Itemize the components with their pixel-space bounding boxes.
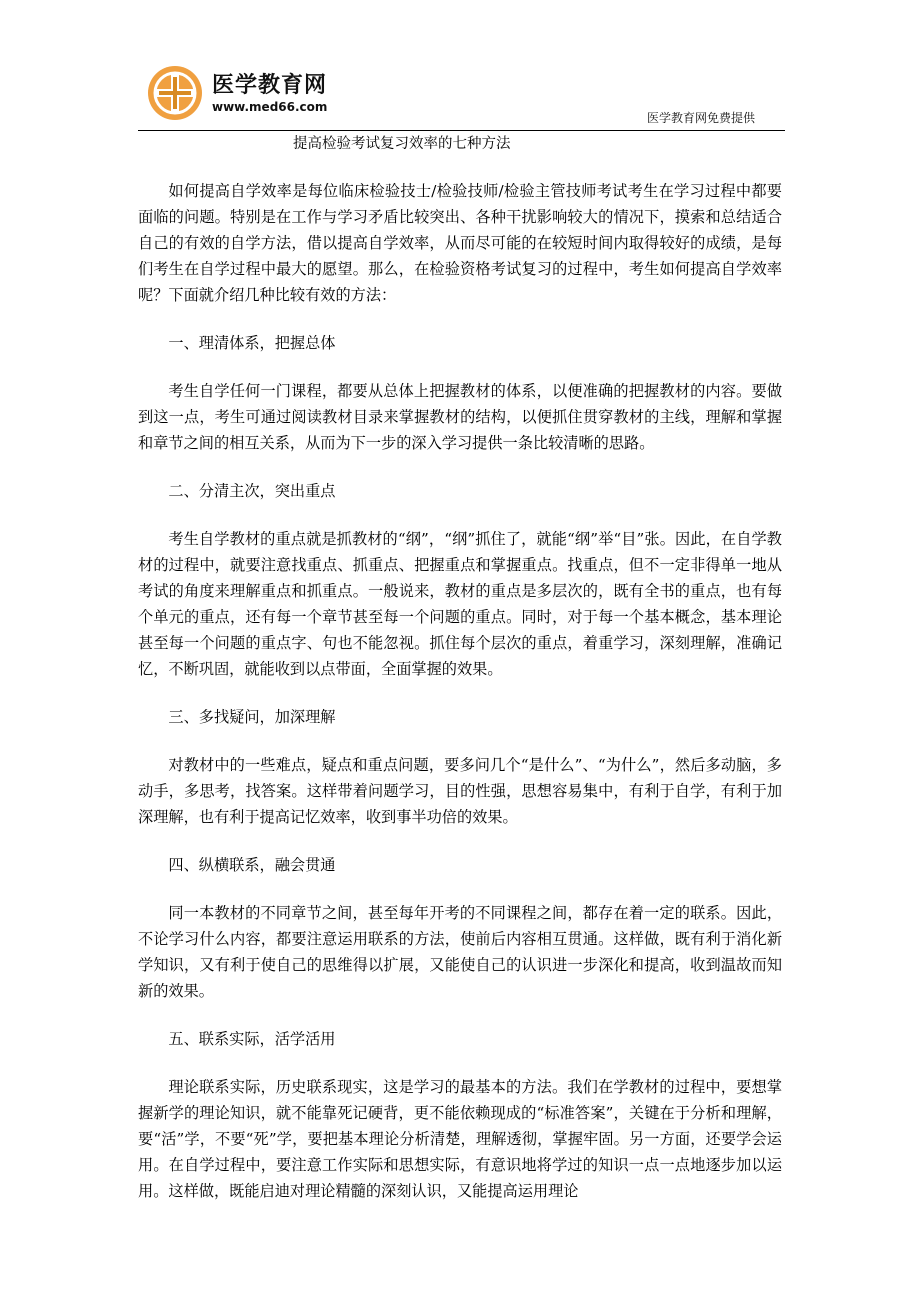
section-heading: 一、理清体系，把握总体 [168,334,336,352]
section-heading: 四、纵横联系，融会贯通 [168,856,336,874]
provider-text: 医学教育网免费提供 [646,111,755,125]
brand-url: www.med66.com [212,100,328,114]
section-heading: 三、多找疑问，加深理解 [168,708,336,726]
page-header [138,58,785,131]
med66-logo-icon [146,64,204,122]
header-divider [138,130,785,131]
section-paragraph: 考生自学教材的重点就是抓教材的“纲”，“纲”抓住了，就能“纲”举“目”张。因此，在自学教材的过程中，就要注意找重点、抓重点、把握重点和掌握重点。找重点，但不一定非得单一地从考试的角度来理解重点和抓重点。一般说来，教材的重点是多层次的，既有全书的重点，也有每个单元的重点，还有每一个章节甚至每一个问题的重点。同时，对于每一个基本概念，基本理论甚至每一个问题的重点字、句也不能忽视。抓住每个层次的重点，着重学习，深刻理解，准确记忆，不断巩固，就能收到以点带面，全面掌握的效果。 [138,530,782,678]
section-heading: 二、分清主次，突出重点 [168,482,336,500]
document-body [138,178,782,1226]
section-heading: 五、联系实际，活学活用 [168,1030,336,1048]
section-paragraph: 考生自学任何一门课程，都要从总体上把握教材的体系，以便准确的把握教材的内容。要做到这一点，考生可通过阅读教材目录来掌握教材的结构，以便抓住贯穿教材的主线，理解和掌握和章节之间的相互关系，从而为下一步的深入学习提供一条比较清晰的思路。 [138,382,782,452]
section-paragraph: 对教材中的一些难点，疑点和重点问题，要多问几个“是什么”、“为什么”，然后多动脑，多动手，多思考，找答案。这样带着问题学习，目的性强，思想容易集中，有利于自学，有利于加深理解，也有利于提高记忆效率，收到事半功倍的效果。 [138,756,782,826]
section-paragraph: 理论联系实际，历史联系现实，这是学习的最基本的方法。我们在学教材的过程中，要想掌握新学的理论知识，就不能靠死记硬背，更不能依赖现成的“标准答案”，关键在于分析和理解，要“活”学，不要“死”学，要把基本理论分析清楚，理解透彻，掌握牢固。另一方面，还要学会运用。在自学过程中，要注意工作实际和思想实际，有意识地将学过的知识一点一点地逐步加以运用。这样做，既能启迪对理论精髓的深刻认识，又能提高运用理论 [138,1078,782,1200]
brand-name: 医学教育网 [212,73,328,98]
section-paragraph: 同一本教材的不同章节之间，甚至每年开考的不同课程之间，都存在着一定的联系。因此，不论学习什么内容，都要注意运用联系的方法，使前后内容相互贯通。这样做，既有利于消化新学知识，又有利于使自己的思维得以扩展，又能使自己的认识进一步深化和提高，收到温故而知新的效果。 [138,904,782,1000]
intro-paragraph: 如何提高自学效率是每位临床检验技士/检验技师/检验主管技师考试考生在学习过程中都要面临的问题。特别是在工作与学习矛盾比较突出、各种干扰影响较大的情况下，摸索和总结适合自己的有效的自学方法，借以提高自学效率，从而尽可能的在较短时间内取得较好的成绩，是每们考生在自学过程中最大的愿望。那么，在检验资格考试复习的过程中，考生如何提高自学效率呢？下面就介绍几种比较有效的方法： [138,182,782,304]
document-title: 提高检验考试复习效率的七种方法 [293,136,511,152]
